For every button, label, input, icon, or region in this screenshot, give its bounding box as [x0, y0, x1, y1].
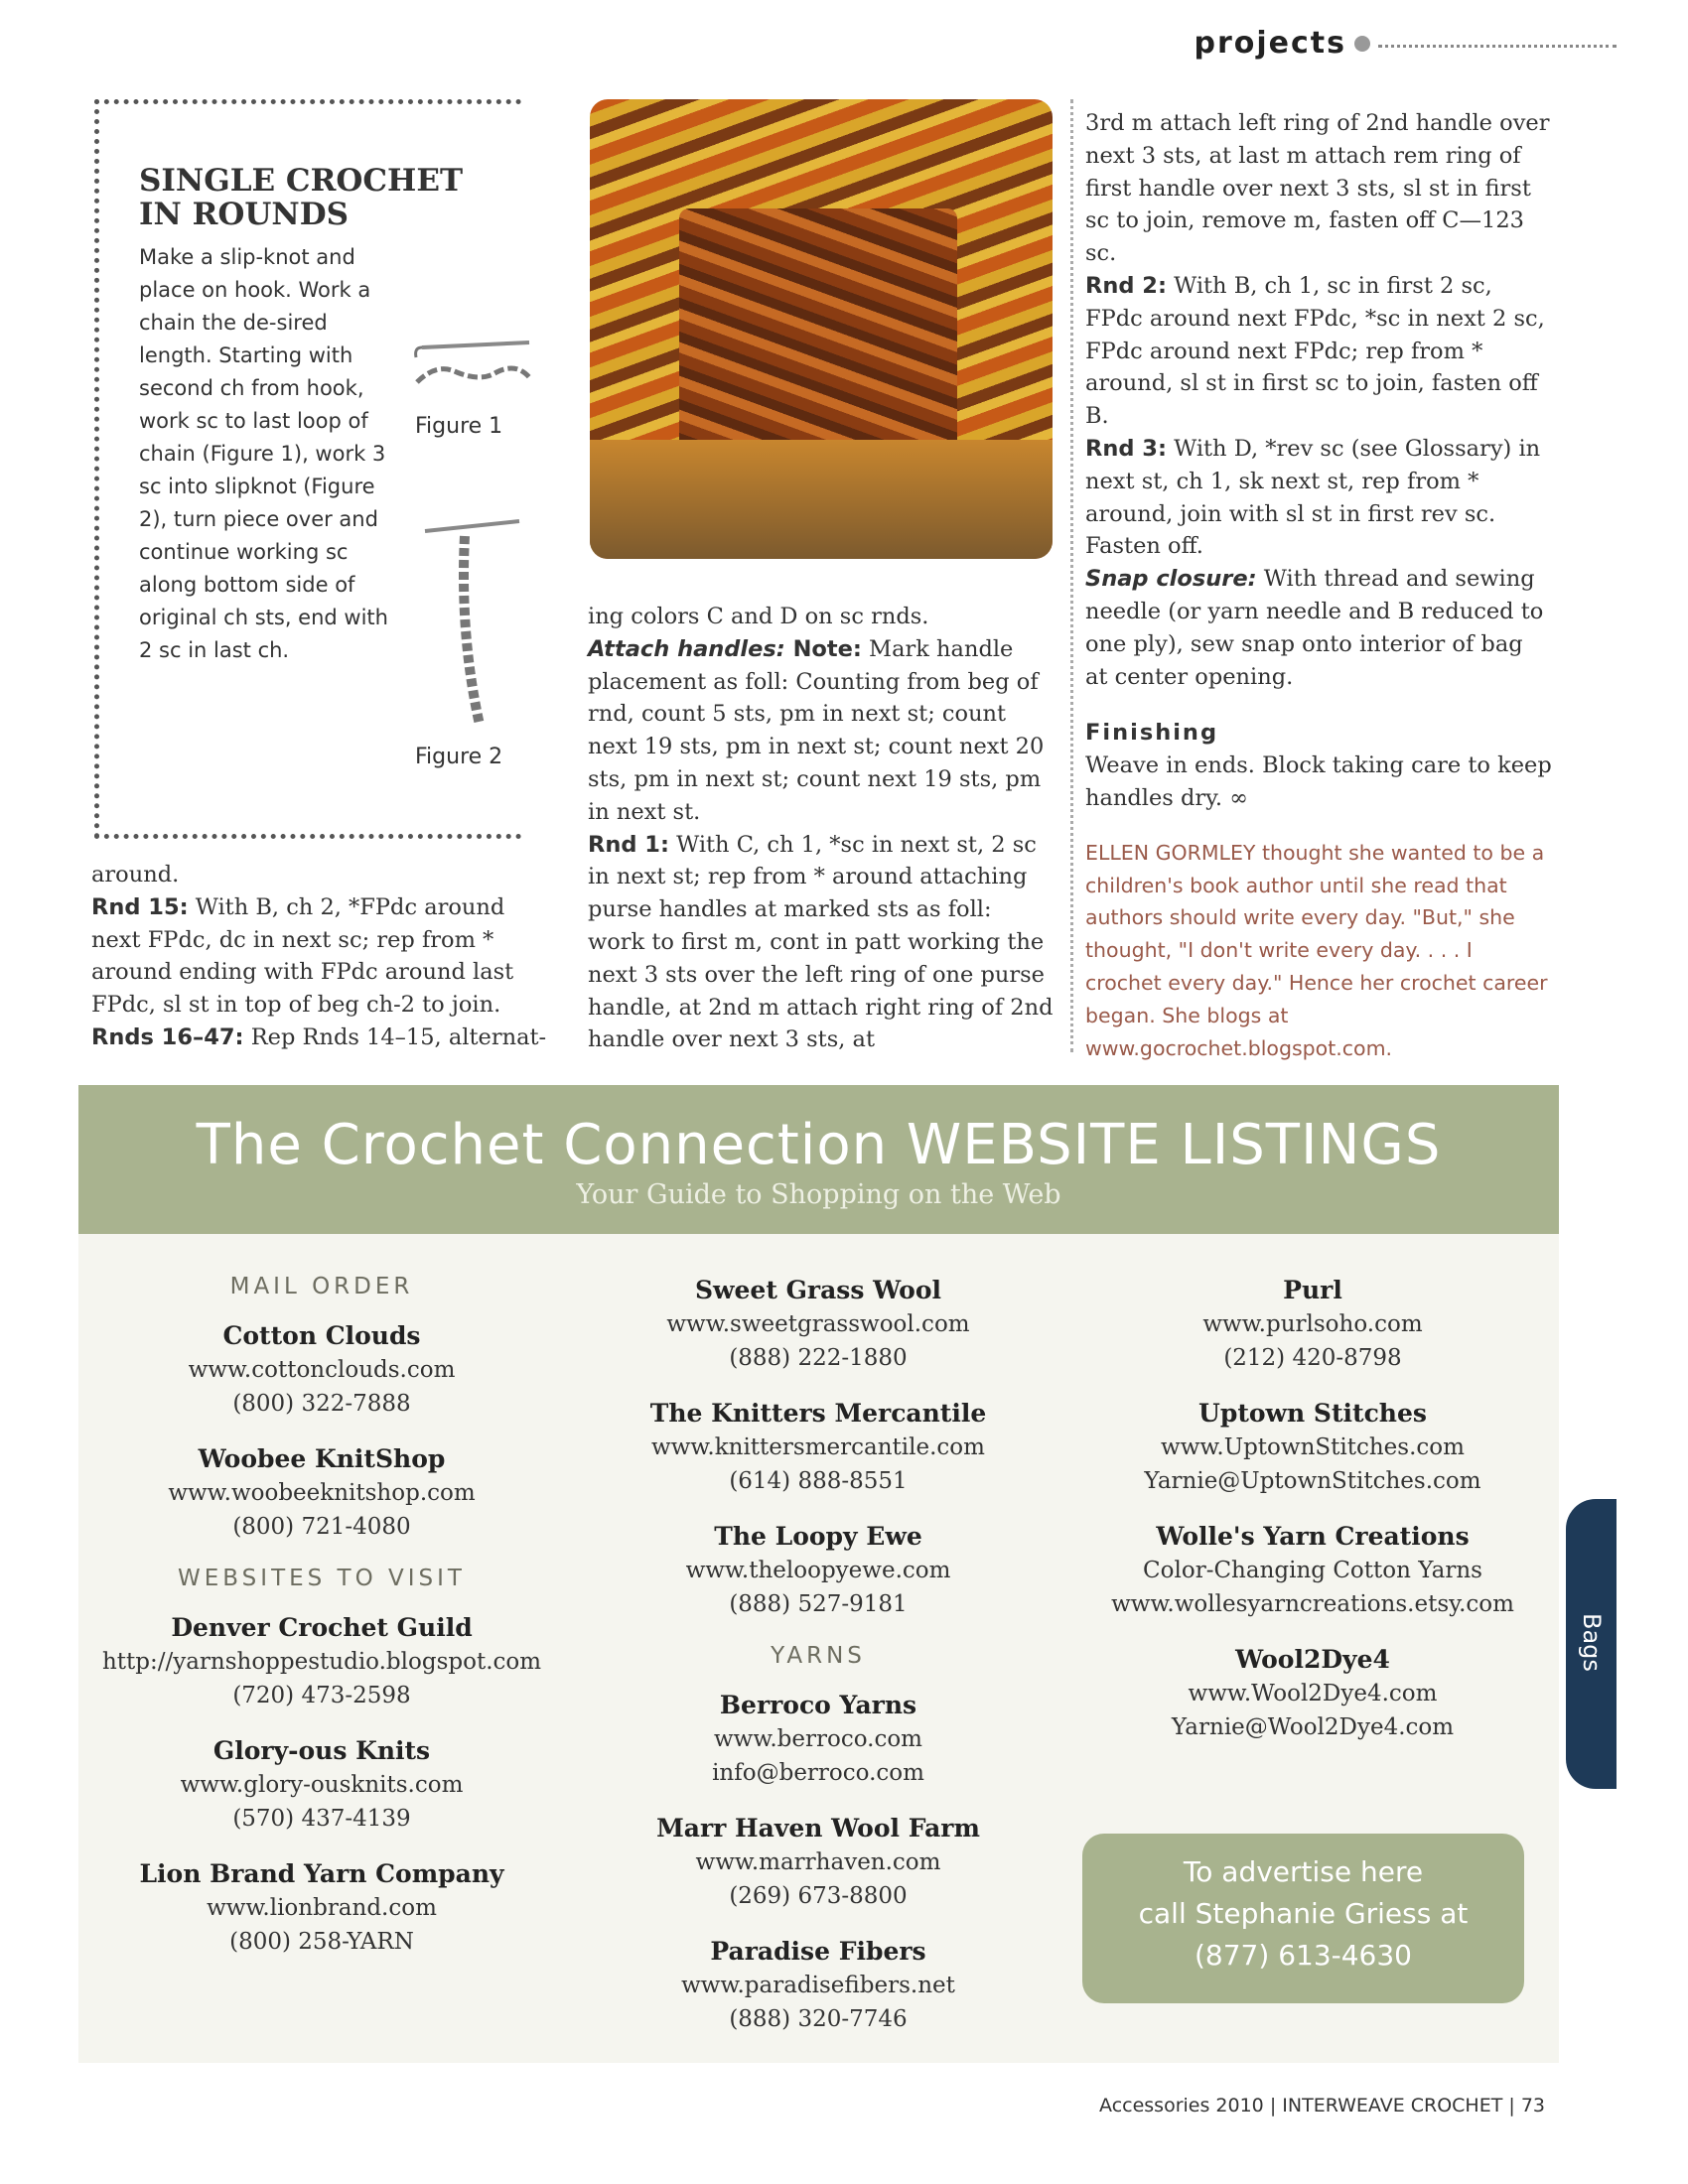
listing-phone: (800) 258-YARN	[229, 1929, 414, 1955]
paragraph: Rnd 15: With B, ch 2, *FPdc around next FPdc, dc in next sc; rep from * around ending with FPdc around last FPdc, sl st in top of beg ch-2 to join.	[91, 893, 514, 1019]
paragraph: Rnd 1: With C, ch 1, *sc in next st, 2 sc in next st; rep from * around attaching purse handles at marked sts as foll: work to first m, cont in patt working the next 3 sts over the left ring of one purse handle, at 2nd m attach right ring of 2nd handle over next 3 sts, at	[588, 831, 1054, 1053]
ad-phone: (877) 613-4630	[1195, 1939, 1412, 1972]
section-label: projects	[1194, 26, 1346, 61]
page-number: 73	[1520, 2095, 1545, 2116]
sidebar-box	[94, 99, 521, 839]
listing-phone: (570) 437-4139	[232, 1806, 411, 1832]
listing: Lion Brand Yarn Company www.lionbrand.com (800) 258-YARN	[64, 1857, 580, 1959]
listing: Berroco Yarns www.berroco.com info@berroco.com	[560, 1689, 1076, 1790]
listing-url[interactable]: www.berroco.com	[714, 1726, 922, 1752]
paragraph: Weave in ends. Block taking care to keep handles dry. ∞	[1085, 752, 1552, 811]
listing: Purl www.purlsoho.com (212) 420-8798	[1055, 1274, 1571, 1375]
figure-1-caption: Figure 1	[415, 414, 503, 439]
listing-phone: (614) 888-8551	[729, 1468, 908, 1494]
section-tab-bags	[1566, 1499, 1617, 1789]
listings-column-3	[1055, 1274, 1571, 1766]
issue-label: Accessories 2010	[1099, 2095, 1264, 2116]
listing-url[interactable]: www.paradisefibers.net	[681, 1973, 955, 1998]
listing: Sweet Grass Wool www.sweetgrasswool.com (888) 222-1880	[560, 1274, 1076, 1375]
paragraph: ing colors C and D on sc rnds.	[588, 604, 929, 629]
crochet-bag-photo	[590, 99, 1053, 559]
author-bio: ELLEN GORMLEY thought she wanted to be a children's book author until she read that authors should write every day. "But," she thought, "I don't write every day. . . . I crochet every day." Hence her crochet career began. She blogs at www.gocrochet.blogspot.com.	[1085, 840, 1548, 1060]
listing-url[interactable]: www.woobeeknitshop.com	[168, 1480, 476, 1506]
round-label: Rnd 15:	[91, 893, 189, 920]
round-label: Rnds 16–47:	[91, 1024, 244, 1050]
magazine-name: INTERWEAVE CROCHET	[1282, 2095, 1503, 2116]
figure-1-illustration	[412, 323, 531, 412]
section-label: Snap closure:	[1085, 566, 1257, 593]
listing-tagline: Color-Changing Cotton Yarns	[1143, 1558, 1482, 1583]
sidebar-body: Make a slip-knot and place on hook. Work a chain the de-sired length. Starting with second ch from hook, work sc to last loop of chain (Figure 1), work 3 sc into slipknot (Figure 2), turn piece over and continue working sc along bottom side of original ch sts, end with 2 sc in last ch.	[139, 245, 388, 662]
bullet-icon	[1354, 36, 1370, 52]
listing-phone: (888) 320-7746	[729, 2006, 908, 2032]
listing-phone: (888) 222-1880	[729, 1345, 908, 1371]
listing-url[interactable]: www.knittersmercantile.com	[651, 1434, 985, 1460]
column-3-text	[1085, 107, 1552, 1064]
figure-2-illustration	[415, 501, 524, 730]
listing-email[interactable]: Yarnie@Wool2Dye4.com	[1171, 1714, 1455, 1740]
paragraph: Rnd 3: With D, *rev sc (see Glossary) in next st, ch 1, sk next st, rep from * around, join with sl st in first rev sc. Fasten off.	[1085, 435, 1541, 560]
sidebar-title	[139, 164, 463, 231]
page-footer	[1099, 2095, 1545, 2116]
listing-phone: (269) 673-8800	[729, 1883, 908, 1909]
listing: Glory-ous Knits www.glory-ousknits.com (570) 437-4139	[64, 1734, 580, 1836]
listing-url[interactable]: www.marrhaven.com	[695, 1849, 941, 1875]
paragraph: Rnd 2: With B, ch 1, sc in first 2 sc, FPdc around next FPdc, *sc in next 2 sc, FPdc around next FPdc; rep from * around, sl st in first sc to join, fasten off B.	[1085, 272, 1545, 430]
category-heading: WEBSITES TO VISIT	[178, 1566, 466, 1591]
listing: Denver Crochet Guild http://yarnshoppestudio.blogspot.com (720) 473-2598	[64, 1611, 580, 1712]
section-label: Attach handles:	[588, 635, 785, 662]
column-2-text	[588, 601, 1055, 1056]
figure-2-caption: Figure 2	[415, 745, 503, 769]
separator: |	[1263, 2095, 1283, 2116]
separator: |	[1502, 2095, 1521, 2116]
listing-phone: (800) 721-4080	[232, 1514, 411, 1540]
listing-phone: (888) 527-9181	[729, 1591, 908, 1617]
listing: The Loopy Ewe www.theloopyewe.com (888) 527-9181	[560, 1520, 1076, 1621]
listings-column-1	[64, 1274, 580, 1980]
listing-url[interactable]: www.cottonclouds.com	[188, 1357, 456, 1383]
listing: Woobee KnitShop www.woobeeknitshop.com (800) 721-4080	[64, 1442, 580, 1544]
listing-url[interactable]: www.wollesyarncreations.etsy.com	[1111, 1591, 1514, 1617]
listing-url[interactable]: www.glory-ousknits.com	[180, 1772, 464, 1798]
paragraph: around.	[91, 862, 180, 887]
section-header	[1195, 26, 1618, 61]
listing-phone: (720) 473-2598	[232, 1683, 411, 1708]
listing: Cotton Clouds www.cottonclouds.com (800) 322-7888	[64, 1319, 580, 1421]
listing-url[interactable]: www.purlsoho.com	[1202, 1311, 1423, 1337]
category-heading: YARNS	[771, 1643, 866, 1669]
category-heading: MAIL ORDER	[229, 1274, 414, 1299]
title-line-2: IN ROUNDS	[139, 197, 350, 232]
tab-label: Bags	[1578, 1613, 1606, 1672]
dotted-leader	[1378, 45, 1617, 48]
listing-phone: (800) 322-7888	[232, 1391, 411, 1417]
listing: Marr Haven Wool Farm www.marrhaven.com (269) 673-8800	[560, 1812, 1076, 1913]
round-label: Rnd 3:	[1085, 435, 1167, 462]
column-divider	[1070, 99, 1073, 1052]
listings-banner	[78, 1085, 1559, 1234]
paragraph: Snap closure: With thread and sewing needle (or yarn needle and B reduced to one ply), sew snap onto interior of bag at center opening.	[1085, 566, 1544, 690]
listing-url[interactable]: http://yarnshoppestudio.blogspot.com	[101, 1649, 542, 1675]
listing: The Knitters Mercantile www.knittersmercantile.com (614) 888-8551	[560, 1397, 1076, 1498]
paragraph: Attach handles: Note: Mark handle placement as foll: Counting from beg of rnd, count 5 sts, pm in next st; count next 19 sts, pm in next st; count next 20 sts, pm in next st; count next 19 sts, pm in next st.	[588, 635, 1045, 825]
listing: Uptown Stitches www.UptownStitches.com Yarnie@UptownStitches.com	[1055, 1397, 1571, 1498]
listing-email[interactable]: info@berroco.com	[712, 1760, 924, 1786]
banner-title: The Crochet Connection WEBSITE LISTINGS	[196, 1113, 1442, 1177]
listing-url[interactable]: www.UptownStitches.com	[1161, 1434, 1465, 1460]
banner-subtitle: Your Guide to Shopping on the Web	[576, 1179, 1061, 1210]
listing: Paradise Fibers www.paradisefibers.net (888) 320-7746	[560, 1935, 1076, 2036]
paragraph: Rnds 16–47: Rep Rnds 14–15, alternat-	[91, 1024, 547, 1050]
listing-url[interactable]: www.Wool2Dye4.com	[1188, 1681, 1438, 1706]
round-label: Rnd 1:	[588, 831, 669, 858]
listing-email[interactable]: Yarnie@UptownStitches.com	[1144, 1468, 1481, 1494]
title-line-1: SINGLE CROCHET	[139, 163, 464, 199]
finishing-heading: Finishing	[1085, 720, 1219, 747]
listing: Wolle's Yarn Creations Color-Changing Cotton Yarns www.wollesyarncreations.etsy.com	[1055, 1520, 1571, 1621]
ad-line: To advertise here	[1183, 1855, 1424, 1888]
listings-column-2	[560, 1274, 1076, 2058]
advertise-box	[1082, 1834, 1524, 2003]
listing: Wool2Dye4 www.Wool2Dye4.com Yarnie@Wool2Dye4.com	[1055, 1643, 1571, 1744]
column-1-text	[91, 859, 558, 1054]
listing-url[interactable]: www.theloopyewe.com	[685, 1558, 951, 1583]
listing-url[interactable]: www.lionbrand.com	[207, 1895, 437, 1921]
listing-url[interactable]: www.sweetgrasswool.com	[666, 1311, 970, 1337]
round-label: Rnd 2:	[1085, 272, 1167, 299]
listing-phone: (212) 420-8798	[1223, 1345, 1402, 1371]
paragraph: 3rd m attach left ring of 2nd handle over next 3 sts, at last m attach rem ring of first handle over next 3 sts, sl st in first sc to join, remove m, fasten off C—123 sc.	[1085, 110, 1550, 267]
ad-line: call Stephanie Griess at	[1138, 1897, 1469, 1930]
